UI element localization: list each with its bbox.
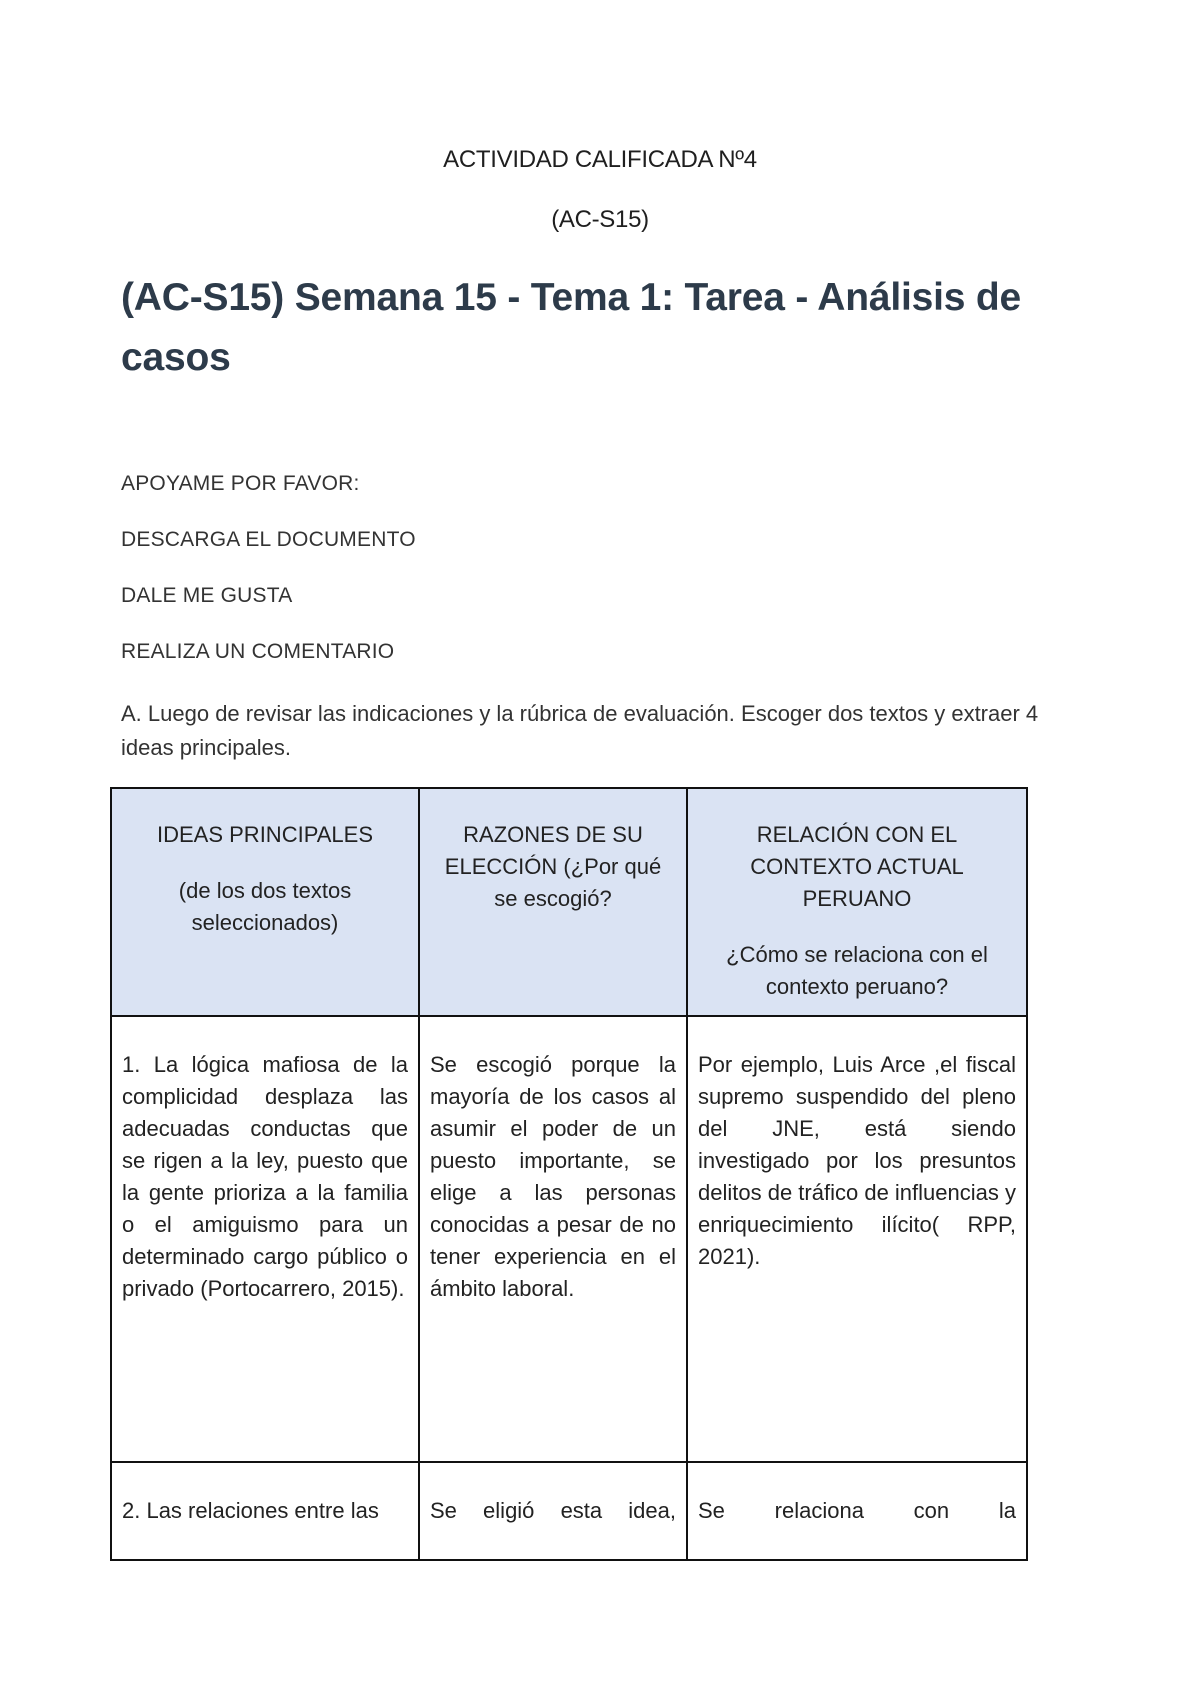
request-line: DESCARGA EL DOCUMENTO <box>121 528 416 551</box>
header-title: RAZONES DE SU ELECCIÓN (¿Por qué se escogió? <box>444 822 662 911</box>
header-ideas <box>111 788 419 1016</box>
activity-code: (AC-S15) <box>551 206 649 233</box>
page-title: (AC-S15) Semana 15 - Tema 1: Tarea - Análisis de casos <box>121 276 1022 379</box>
request-line: APOYAME POR FAVOR: <box>121 472 360 495</box>
table-cell: Se escogió porque la mayoría de los casos al asumir el poder de un puesto importante, se elige a las personas conocidas a pesar de no tener experiencia en el ámbito laboral. <box>419 1016 687 1462</box>
table-cell: Se relaciona con la <box>687 1462 1027 1560</box>
table-cell: Por ejemplo, Luis Arce ,el fiscal supremo suspendido del pleno del JNE, está siendo investigado por los presuntos delitos de tráfico de influencias y enriquecimiento ilícito( RPP, 2021). <box>687 1016 1027 1462</box>
table-header-row <box>111 788 1027 1016</box>
table-cell: 1. La lógica mafiosa de la complicidad desplaza las adecuadas conductas que se rigen a la ley, puesto que la gente prioriza a la familia o el amiguismo para un determinado cargo público o privado (Portocarrero, 2015). <box>111 1016 419 1462</box>
request-line: REALIZA UN COMENTARIO <box>121 640 395 663</box>
header-relation <box>687 788 1027 1016</box>
table-cell: 2. Las relaciones entre las <box>111 1462 419 1560</box>
header-subtitle: ¿Cómo se relaciona con el contexto peruano? <box>726 942 988 999</box>
table-cell: Se eligió esta idea, <box>419 1462 687 1560</box>
header-subtitle: (de los dos textos seleccionados) <box>178 878 352 935</box>
activity-heading: ACTIVIDAD CALIFICADA Nº4 <box>443 146 757 173</box>
instruction-text: A. Luego de revisar las indicaciones y la rúbrica de evaluación. Escoger dos textos y extraer 4 ideas principales. <box>121 701 1039 760</box>
header-title: IDEAS PRINCIPALES <box>157 822 373 847</box>
request-line: DALE ME GUSTA <box>121 584 293 607</box>
table-row <box>111 1016 1027 1462</box>
header-reasons <box>419 788 687 1016</box>
header-title: RELACIÓN CON EL CONTEXTO ACTUAL PERUANO <box>750 822 964 911</box>
table-row <box>111 1462 1027 1560</box>
ideas-table <box>110 787 1028 1561</box>
